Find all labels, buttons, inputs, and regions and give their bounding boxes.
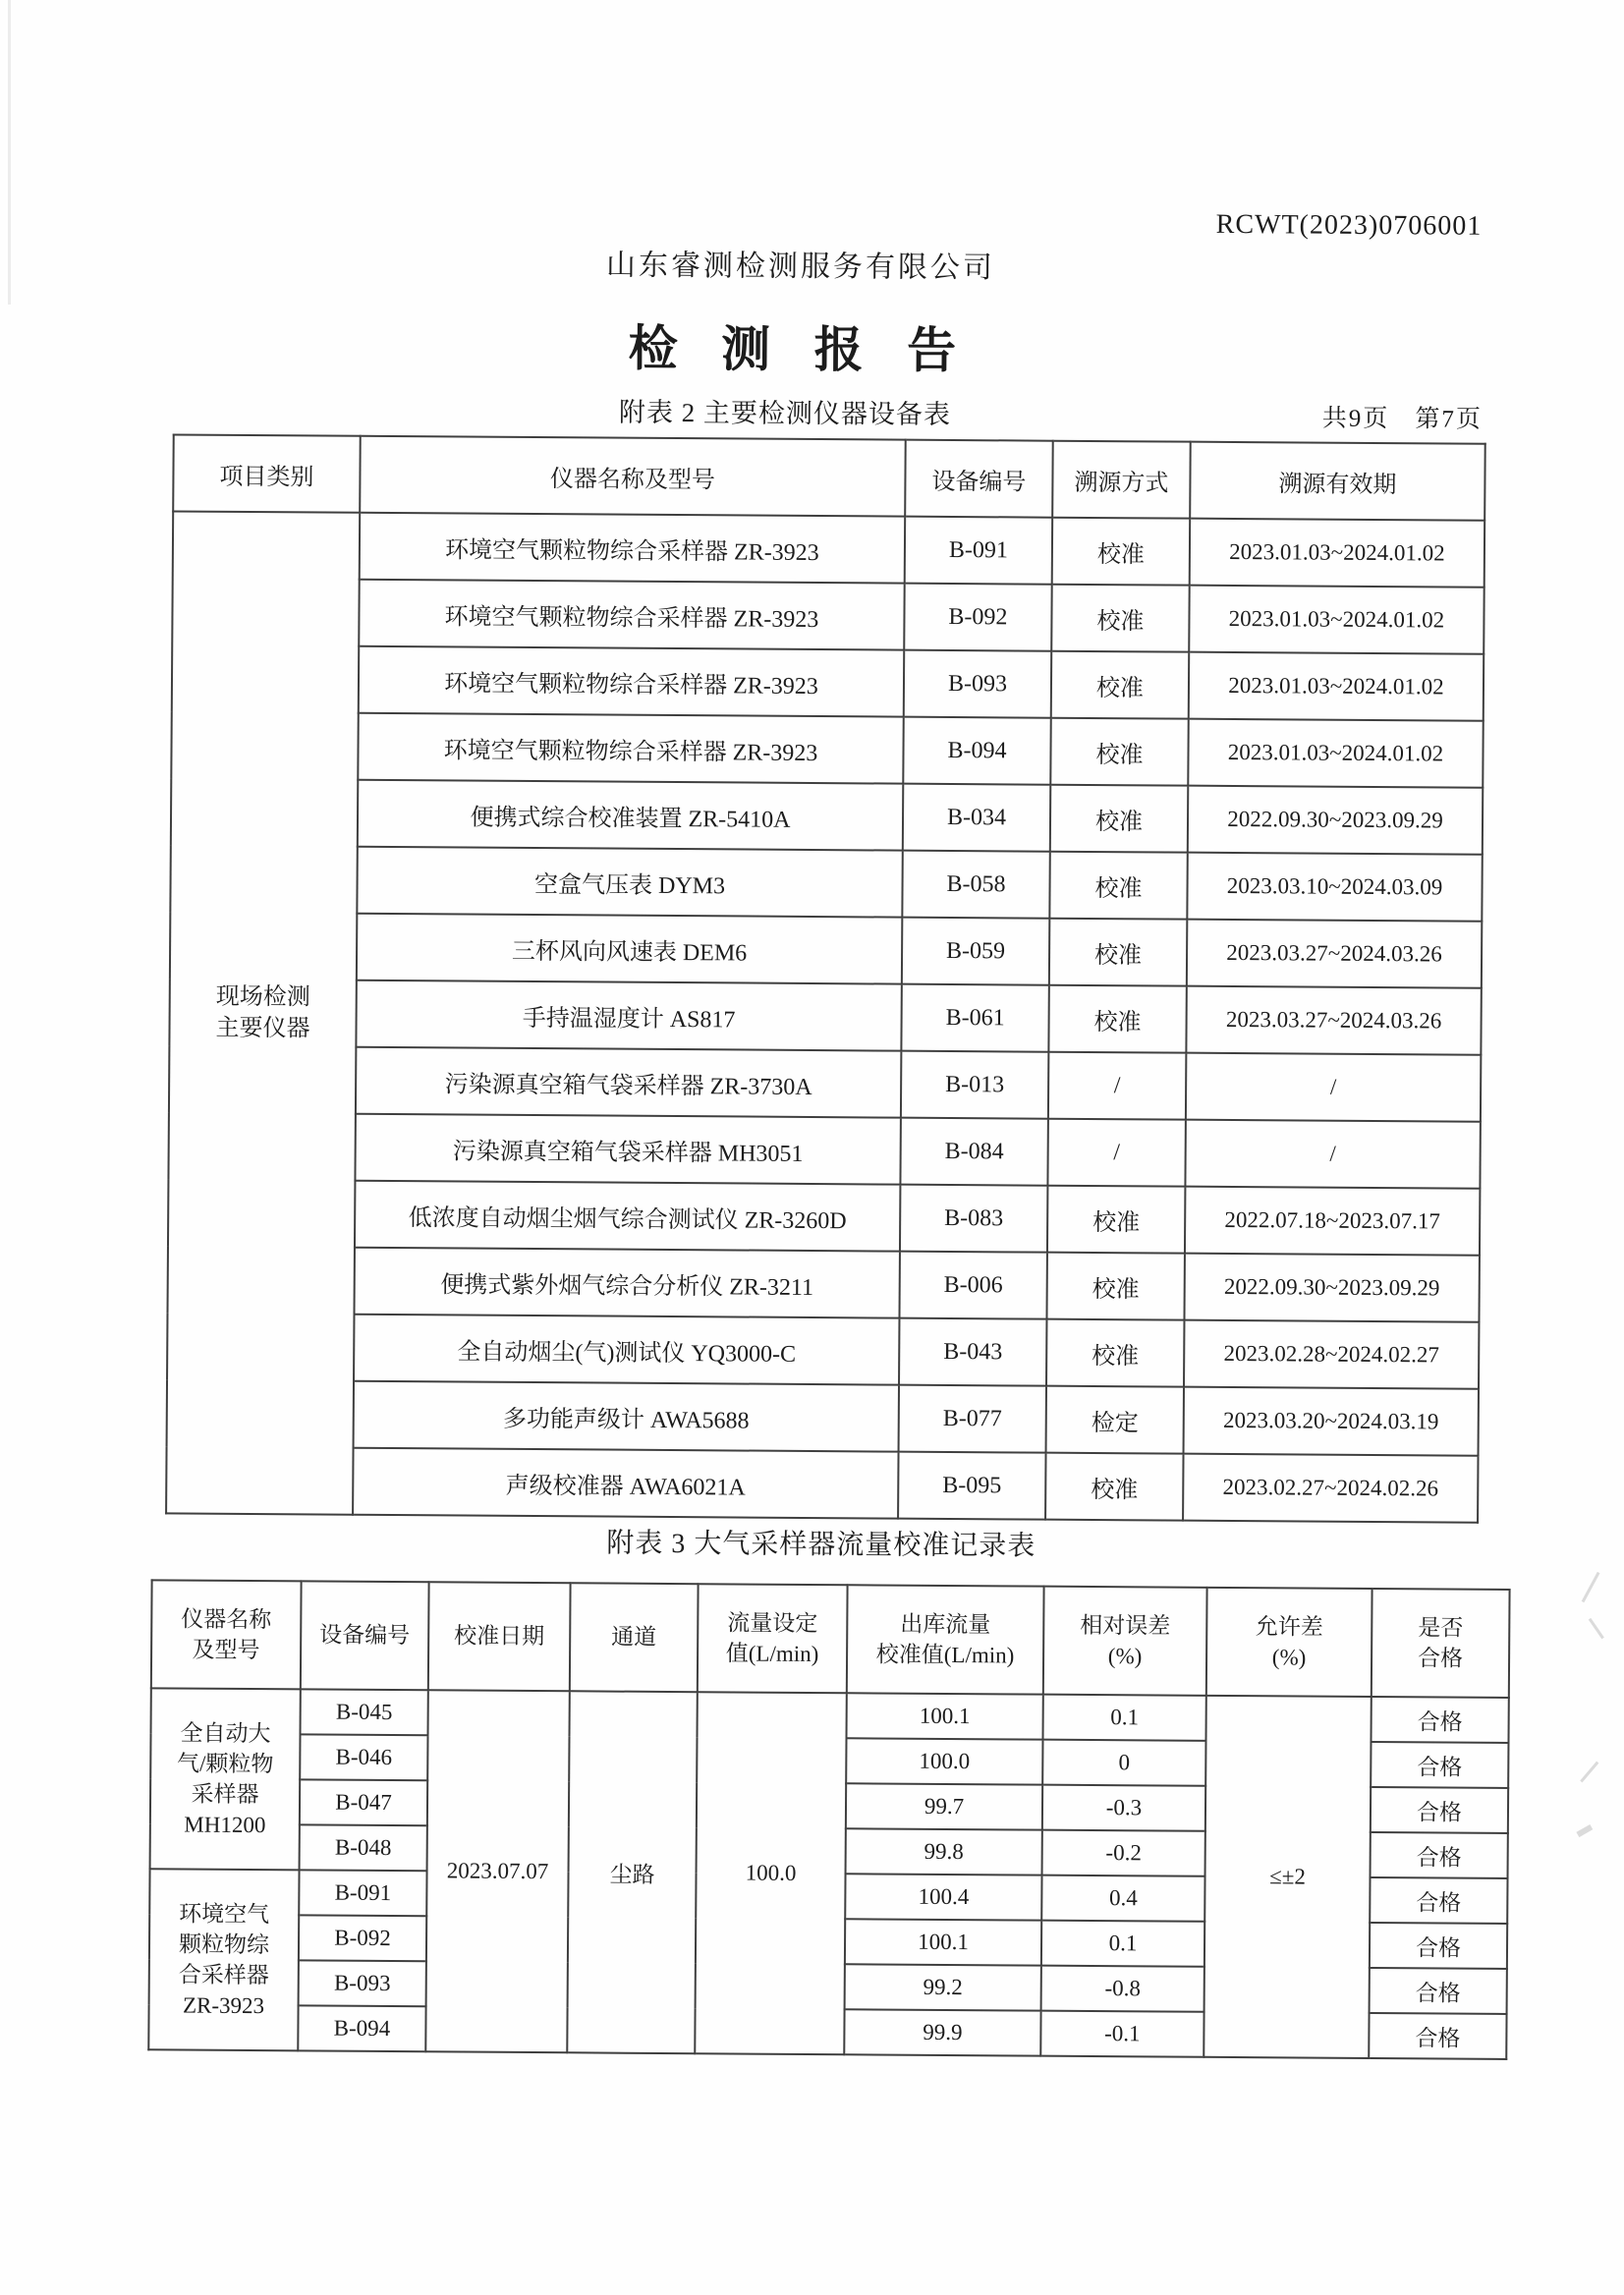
table-row bbox=[169, 979, 1481, 1054]
cell-instrument-name: 环境空气颗粒物综合采样器 ZR-3923 bbox=[360, 513, 905, 584]
cell-trace-validity: 2023.01.03~2024.01.02 bbox=[1188, 719, 1483, 788]
table-row bbox=[167, 1379, 1479, 1455]
cell-out-flow: 100.4 bbox=[845, 1874, 1041, 1920]
table3-caption: 附表 3 大气采样器流量校准记录表 bbox=[606, 1528, 1036, 1562]
instrument-table-header bbox=[173, 434, 1485, 520]
cell-pass: 合格 bbox=[1371, 1742, 1508, 1788]
cell-relative-error: 0.4 bbox=[1041, 1875, 1204, 1922]
cell-instrument-name: 声级校准器 AWA6021A bbox=[353, 1448, 898, 1519]
cell-trace-method: 校准 bbox=[1051, 651, 1189, 719]
cell-instrument-name: 便携式紫外烟气综合分析仪 ZR-3211 bbox=[354, 1248, 899, 1318]
cell-relative-error: 0.1 bbox=[1041, 1921, 1204, 1967]
cell-relative-error: -0.3 bbox=[1042, 1785, 1205, 1831]
table-row bbox=[167, 1313, 1479, 1388]
cell-pass: 合格 bbox=[1370, 1877, 1507, 1924]
table-row bbox=[166, 1446, 1478, 1522]
cell-instrument-group: 环境空气 颗粒物综 合采样器 ZR-3923 bbox=[148, 1869, 299, 2050]
table-row bbox=[171, 778, 1483, 854]
cell-device-code: B-048 bbox=[300, 1824, 427, 1871]
cell-instrument-name: 多功能声级计 AWA5688 bbox=[354, 1381, 899, 1452]
cell-device-code: B-045 bbox=[301, 1689, 428, 1735]
cell-instrument-name: 环境空气颗粒物综合采样器 ZR-3923 bbox=[359, 646, 904, 717]
table-row bbox=[168, 1246, 1480, 1321]
cell-pass: 合格 bbox=[1369, 2013, 1506, 2059]
cell-instrument-name: 全自动烟尘(气)测试仪 YQ3000-C bbox=[354, 1315, 899, 1385]
page-total: 共9页 bbox=[1321, 405, 1390, 433]
cell-device-code: B-092 bbox=[904, 584, 1051, 651]
table-row bbox=[168, 1179, 1480, 1255]
cell-trace-validity: / bbox=[1186, 1053, 1481, 1122]
cell-device-code: B-013 bbox=[901, 1051, 1048, 1119]
page-current: 第7页 bbox=[1415, 406, 1483, 433]
cell-instrument-name: 低浓度自动烟尘烟气综合测试仪 ZR-3260D bbox=[355, 1181, 900, 1252]
cell-instrument-group: 全自动大 气/颗粒物 采样器 MH1200 bbox=[150, 1688, 301, 1870]
cell-device-code: B-092 bbox=[299, 1915, 426, 1961]
cell-out-flow: 99.9 bbox=[844, 2009, 1040, 2055]
cell-device-code: B-058 bbox=[902, 851, 1049, 919]
cell-trace-validity: 2023.02.28~2024.02.27 bbox=[1184, 1320, 1479, 1389]
scan-artifact bbox=[1576, 1824, 1593, 1837]
cell-trace-validity: 2023.03.27~2024.03.26 bbox=[1186, 986, 1481, 1055]
cell-trace-method: / bbox=[1048, 1052, 1186, 1120]
page-info bbox=[1322, 399, 1483, 435]
cell-instrument-name: 污染源真空箱气袋采样器 MH3051 bbox=[355, 1114, 900, 1185]
table-row bbox=[173, 511, 1484, 587]
flow-table-header bbox=[151, 1580, 1510, 1698]
cell-instrument-name: 便携式综合校准装置 ZR-5410A bbox=[358, 780, 903, 851]
cell-out-flow: 99.2 bbox=[845, 1964, 1041, 2010]
cell-device-code: B-094 bbox=[903, 717, 1050, 785]
cell-relative-error: -0.2 bbox=[1042, 1830, 1205, 1876]
cell-trace-method: 校准 bbox=[1049, 852, 1187, 920]
table-row bbox=[172, 578, 1484, 653]
cell-trace-validity: 2023.03.20~2024.03.19 bbox=[1184, 1387, 1479, 1456]
cell-out-flow: 100.0 bbox=[846, 1738, 1042, 1784]
cell-trace-method: 校准 bbox=[1049, 919, 1187, 986]
cell-trace-validity: 2022.09.30~2023.09.29 bbox=[1184, 1254, 1479, 1322]
cell-device-code: B-095 bbox=[898, 1452, 1045, 1520]
cell-device-code: B-061 bbox=[901, 984, 1048, 1052]
cell-relative-error: 0.1 bbox=[1042, 1695, 1205, 1741]
cell-allowed-diff: ≤±2 bbox=[1204, 1696, 1372, 2058]
col-allowed-diff: 允许差 (%) bbox=[1206, 1588, 1372, 1697]
col-pass: 是否 合格 bbox=[1372, 1589, 1510, 1698]
cell-device-code: B-059 bbox=[902, 918, 1049, 985]
col-calibration-date: 校准日期 bbox=[428, 1582, 571, 1691]
cell-trace-validity: 2022.09.30~2023.09.29 bbox=[1188, 786, 1483, 855]
cell-instrument-name: 空盒气压表 DYM3 bbox=[357, 847, 902, 918]
cell-trace-method: 校准 bbox=[1048, 985, 1186, 1053]
cell-instrument-name: 环境空气颗粒物综合采样器 ZR-3923 bbox=[358, 713, 903, 784]
scan-artifact bbox=[1582, 1572, 1600, 1602]
cell-trace-validity: 2023.01.03~2024.01.02 bbox=[1189, 652, 1484, 721]
cell-trace-validity: 2023.03.27~2024.03.26 bbox=[1187, 920, 1482, 988]
cell-pass: 合格 bbox=[1370, 1968, 1507, 2014]
cell-device-code: B-093 bbox=[299, 1960, 426, 2006]
cell-instrument-name: 手持温湿度计 AS817 bbox=[356, 980, 901, 1051]
cell-device-code: B-046 bbox=[300, 1734, 427, 1780]
cell-device-code: B-091 bbox=[905, 517, 1052, 585]
cell-trace-method: 校准 bbox=[1046, 1253, 1184, 1320]
cell-relative-error: -0.8 bbox=[1041, 1966, 1204, 2012]
cell-relative-error: 0 bbox=[1042, 1740, 1205, 1786]
cell-trace-method: 校准 bbox=[1050, 718, 1188, 786]
table-row bbox=[172, 644, 1484, 720]
cell-trace-method: 校准 bbox=[1047, 1186, 1185, 1254]
cell-device-code: B-043 bbox=[899, 1318, 1046, 1386]
flow-calibration-table bbox=[147, 1579, 1510, 2060]
col-trace-method: 溯源方式 bbox=[1052, 441, 1191, 519]
cell-trace-method: 校准 bbox=[1050, 785, 1188, 853]
cell-device-code: B-091 bbox=[299, 1870, 426, 1916]
report-number: RCWT(2023)0706001 bbox=[1215, 208, 1483, 242]
col-device-code: 设备编号 bbox=[301, 1581, 429, 1690]
cell-device-code: B-084 bbox=[900, 1118, 1047, 1186]
cell-instrument-name: 三杯风向风速表 DEM6 bbox=[357, 914, 902, 984]
instrument-table bbox=[165, 433, 1486, 1523]
table-row bbox=[170, 912, 1482, 987]
cell-device-code: B-034 bbox=[903, 784, 1050, 852]
cell-out-flow: 100.1 bbox=[845, 1919, 1041, 1965]
col-code: 设备编号 bbox=[905, 440, 1053, 518]
col-trace-validity: 溯源有效期 bbox=[1190, 442, 1485, 521]
cell-out-flow: 100.1 bbox=[846, 1693, 1042, 1739]
col-out-flow: 出库流量 校准值(L/min) bbox=[847, 1585, 1044, 1694]
cell-pass: 合格 bbox=[1371, 1697, 1508, 1743]
cell-trace-method: 校准 bbox=[1051, 585, 1189, 652]
cell-calibration-date: 2023.07.07 bbox=[425, 1690, 570, 2052]
cell-device-code: B-094 bbox=[298, 2005, 425, 2051]
company-name: 山东睿测检测服务有限公司 bbox=[605, 249, 996, 285]
cell-category: 现场检测 主要仪器 bbox=[166, 511, 360, 1514]
cell-device-code: B-083 bbox=[900, 1185, 1047, 1253]
cell-instrument-name: 环境空气颗粒物综合采样器 ZR-3923 bbox=[359, 580, 904, 650]
table-row bbox=[168, 1112, 1480, 1188]
col-relative-error: 相对误差 (%) bbox=[1043, 1587, 1207, 1696]
col-instrument: 仪器名称及型号 bbox=[360, 436, 906, 517]
cell-trace-validity: 2023.01.03~2024.01.02 bbox=[1190, 519, 1484, 588]
cell-pass: 合格 bbox=[1371, 1787, 1508, 1833]
cell-trace-validity: 2022.07.18~2023.07.17 bbox=[1185, 1187, 1480, 1256]
cell-channel: 尘路 bbox=[567, 1691, 698, 2053]
table-row bbox=[170, 845, 1482, 921]
cell-trace-method: / bbox=[1047, 1119, 1185, 1187]
table-row bbox=[171, 711, 1483, 787]
col-channel: 通道 bbox=[570, 1583, 699, 1692]
cell-out-flow: 99.7 bbox=[846, 1783, 1042, 1829]
cell-pass: 合格 bbox=[1370, 1923, 1507, 1969]
cell-trace-method: 校准 bbox=[1045, 1453, 1183, 1521]
table-row bbox=[169, 1045, 1481, 1121]
cell-trace-method: 校准 bbox=[1046, 1319, 1184, 1387]
cell-relative-error: -0.1 bbox=[1040, 2011, 1204, 2057]
cell-device-code: B-047 bbox=[300, 1779, 427, 1825]
cell-trace-method: 检定 bbox=[1046, 1386, 1184, 1454]
cell-trace-method: 校准 bbox=[1052, 518, 1190, 586]
cell-device-code: B-077 bbox=[899, 1385, 1046, 1453]
cell-trace-validity: 2023.02.27~2024.02.26 bbox=[1183, 1454, 1478, 1523]
cell-pass: 合格 bbox=[1371, 1832, 1508, 1878]
cell-instrument-name: 污染源真空箱气袋采样器 ZR-3730A bbox=[356, 1047, 901, 1118]
scan-artifact bbox=[1580, 1762, 1598, 1783]
cell-set-flow: 100.0 bbox=[695, 1692, 847, 2054]
cell-trace-validity: / bbox=[1185, 1120, 1480, 1189]
table2-caption: 附表 2 主要检测仪器设备表 bbox=[618, 397, 952, 429]
col-instrument-model: 仪器名称 及型号 bbox=[151, 1580, 302, 1689]
cell-device-code: B-006 bbox=[899, 1252, 1046, 1319]
cell-trace-validity: 2023.03.10~2024.03.09 bbox=[1187, 853, 1482, 922]
cell-out-flow: 99.8 bbox=[846, 1828, 1042, 1875]
document-title: 检 测 报 告 bbox=[628, 320, 973, 379]
scan-artifact bbox=[1589, 1618, 1604, 1639]
col-category: 项目类别 bbox=[173, 434, 361, 512]
cell-trace-validity: 2023.01.03~2024.01.02 bbox=[1189, 586, 1484, 654]
cell-device-code: B-093 bbox=[904, 650, 1051, 718]
col-set-flow: 流量设定 值(L/min) bbox=[698, 1584, 848, 1693]
